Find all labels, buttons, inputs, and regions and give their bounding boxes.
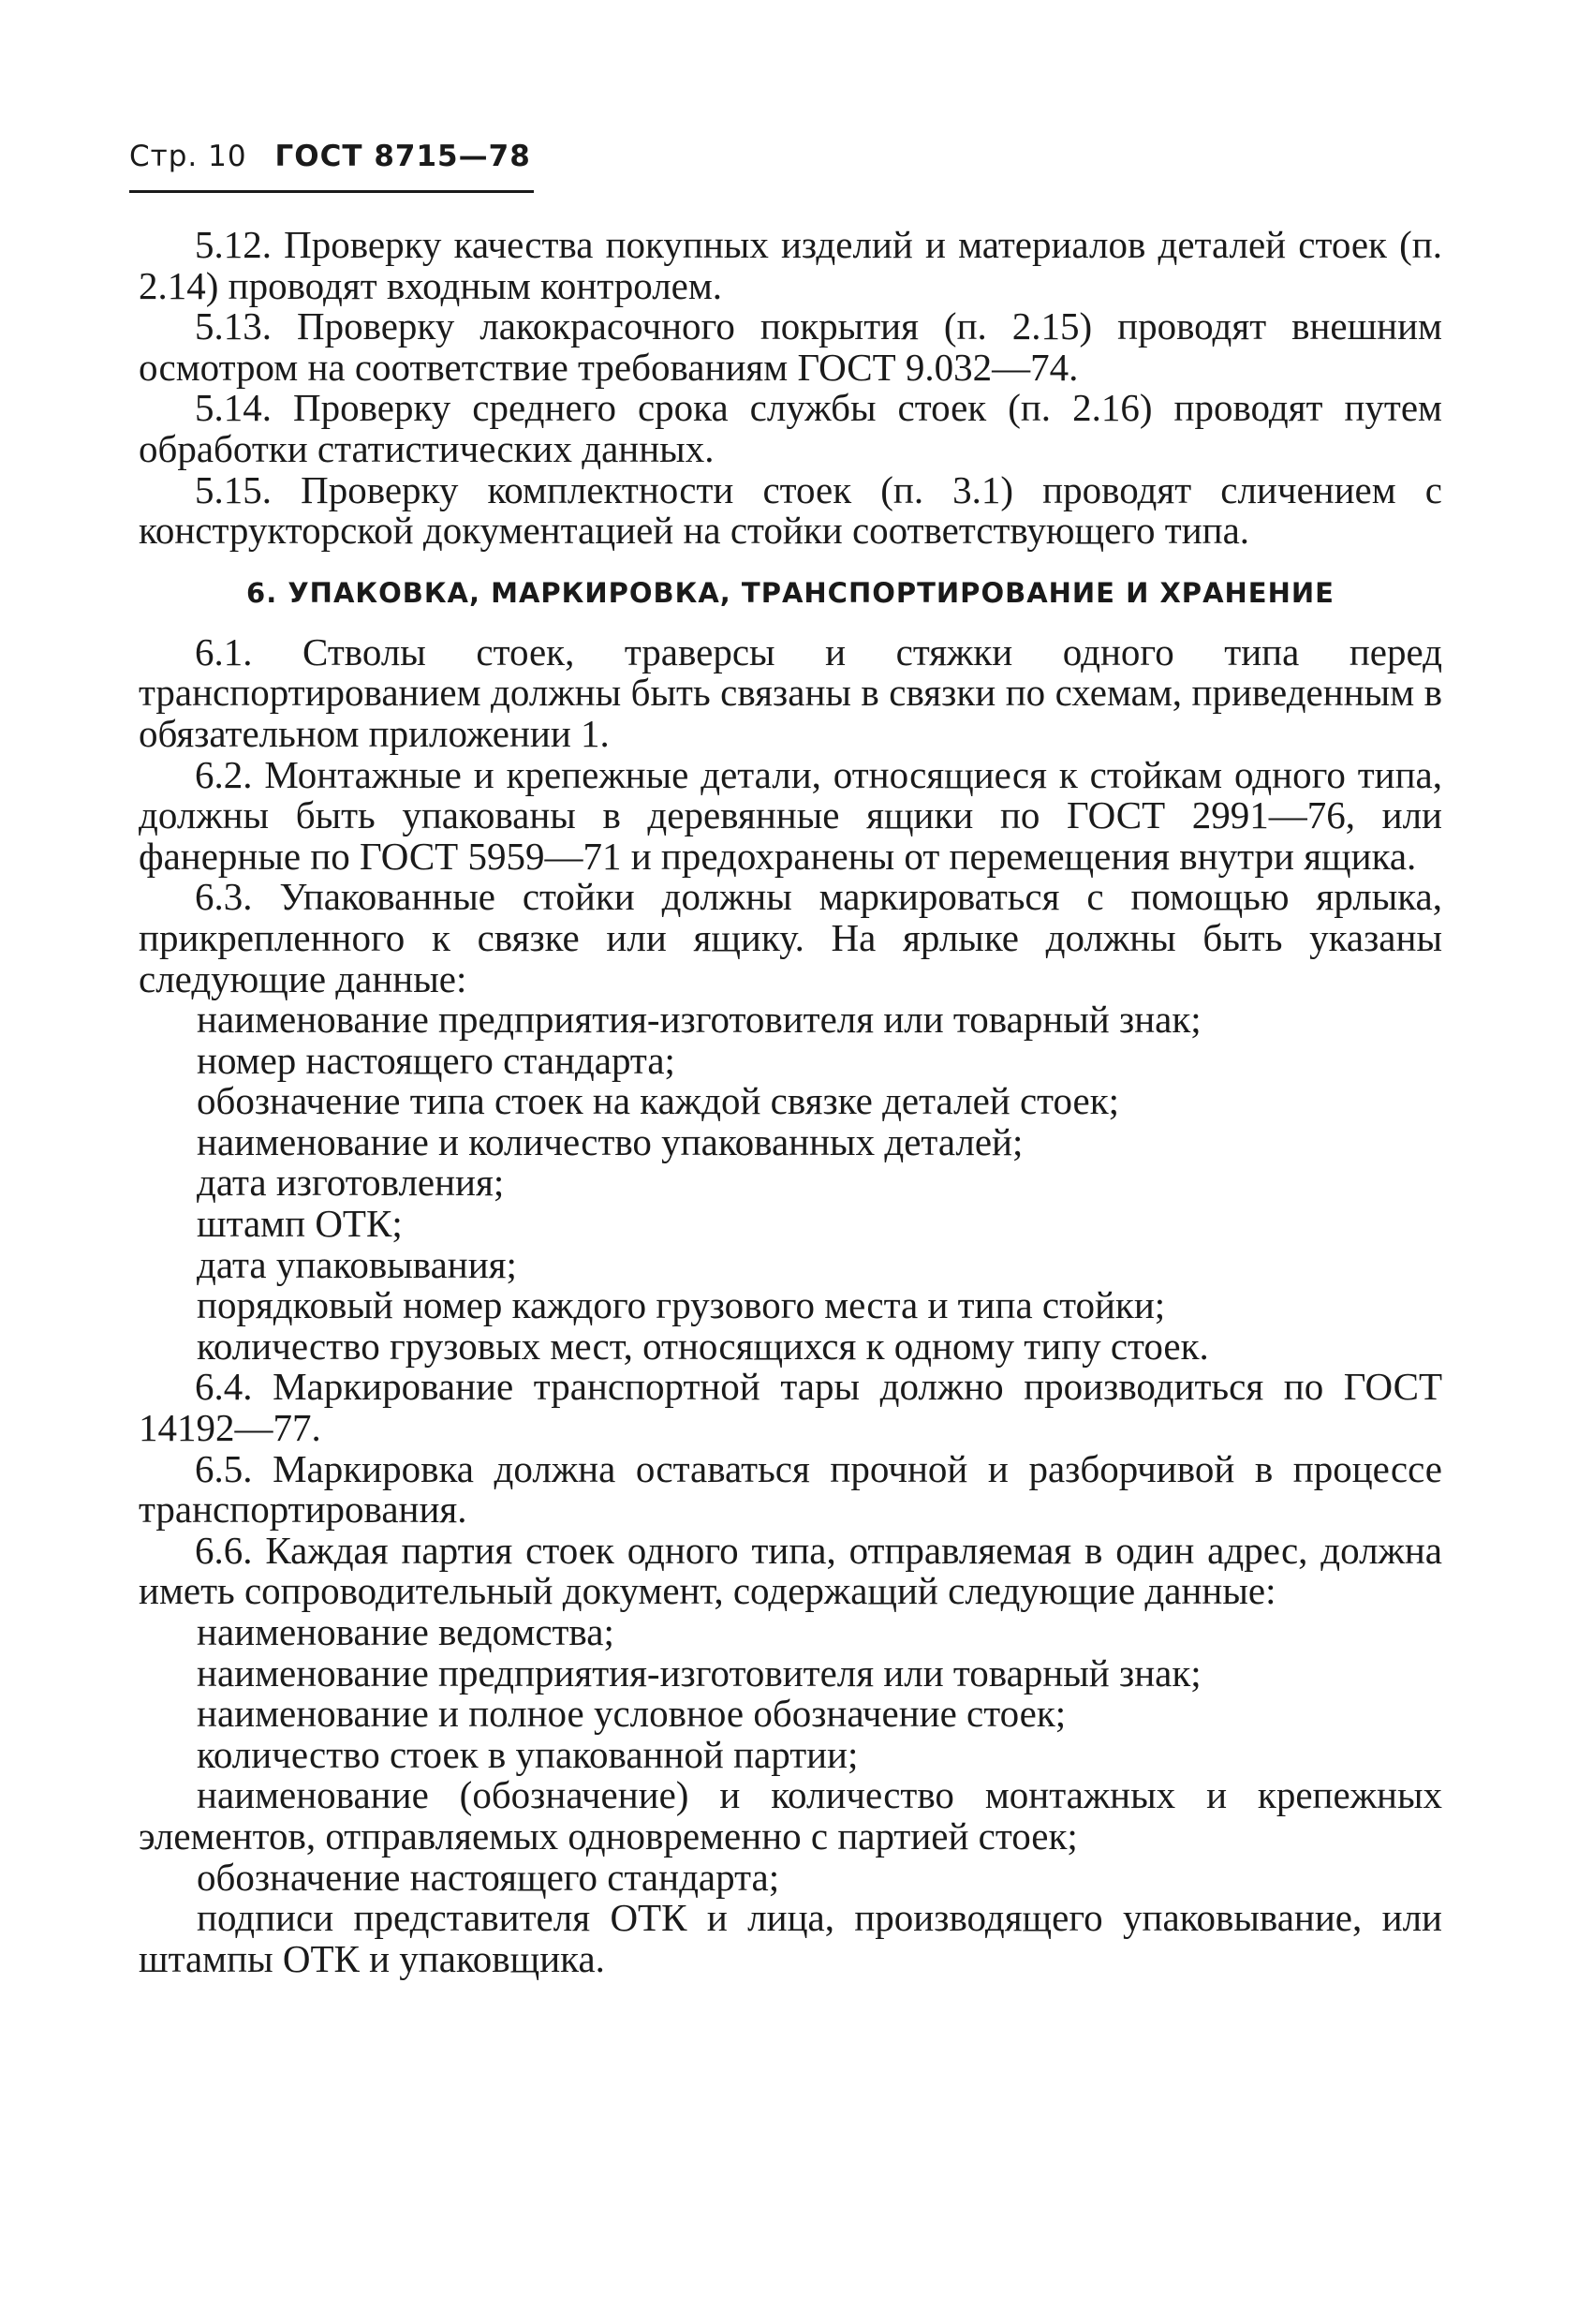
standard-designation: ГОСТ 8715—78 xyxy=(274,140,531,173)
running-header xyxy=(129,142,531,171)
document-item: обозначение настоящего стандарта; xyxy=(197,1855,780,1899)
paragraph-6-4: 6.4. Маркирование транспортной тары должно производиться по ГОСТ 14192—77. xyxy=(139,1365,1442,1450)
label-item: номер настоящего стандарта; xyxy=(197,1038,675,1082)
document-data-list xyxy=(139,1612,1442,1979)
paragraph-6-1: 6.1. Стволы стоек, траверсы и стяжки одного типа перед транспортированием должны быть связаны в связки по схемам, приведенным в обязательном приложении 1. xyxy=(139,629,1442,755)
paragraph-5-12: 5.12. Проверку качества покупных изделий и материалов деталей стоек (п. 2.14) проводят входным контролем. xyxy=(139,223,1442,307)
label-item: наименование и количество упакованных деталей; xyxy=(197,1119,1024,1163)
paragraph-6-6: 6.6. Каждая партия стоек одного типа, отправляемая в один адрес, должна иметь сопроводительный документ, содержащий следующие данные: xyxy=(139,1528,1442,1613)
label-data-list xyxy=(139,999,1442,1367)
section-6-title: 6. УПАКОВКА, МАРКИРОВКА, ТРАНСПОРТИРОВАНИЕ И ХРАНЕНИЕ xyxy=(246,576,1335,609)
paragraph-5-14: 5.14. Проверку среднего срока службы стоек (п. 2.16) проводят путем обработки статистических данных. xyxy=(139,386,1442,470)
paragraph-6-5: 6.5. Маркировка должна оставаться прочной и разборчивой в процессе транспортирования. xyxy=(139,1446,1442,1532)
paragraph-5-13: 5.13. Проверку лакокрасочного покрытия (п. 2.15) проводят внешним осмотром на соответствие требованиям ГОСТ 9.032—74. xyxy=(139,304,1442,389)
header-rule xyxy=(129,190,534,193)
label-item: количество грузовых мест, относящихся к одному типу стоек. xyxy=(197,1324,1209,1368)
paragraph-6-3: 6.3. Упакованные стойки должны маркироваться с помощью ярлыка, прикрепленного к связке или ящику. На ярлыке должны быть указаны следующие данные: xyxy=(139,875,1442,1000)
paragraph-5-15: 5.15. Проверку комплектности стоек (п. 3.1) проводят сличением с конструкторской документацией на стойки соответствующего типа. xyxy=(139,467,1442,553)
document-item: наименование ведомства; xyxy=(197,1610,614,1653)
document-item: наименование и полное условное обозначение стоек; xyxy=(197,1692,1067,1736)
document-body xyxy=(139,225,1442,1979)
label-item: дата упаковывания; xyxy=(197,1242,517,1286)
label-item: порядковый номер каждого грузового места и типа стойки; xyxy=(197,1283,1166,1327)
document-item: количество стоек в упакованной партии; xyxy=(197,1732,859,1776)
label-item: штамп ОТК; xyxy=(197,1202,403,1246)
document-item: наименование (обозначение) и количество монтажных и крепежных элементов, отправляемых одновременно с партией стоек; xyxy=(139,1773,1442,1858)
label-item: наименование предприятия-изготовителя или товарный знак; xyxy=(197,998,1202,1042)
label-item: обозначение типа стоек на каждой связке деталей стоек; xyxy=(197,1079,1120,1123)
paragraph-6-2: 6.2. Монтажные и крепежные детали, относящиеся к стойкам одного типа, должны быть упакованы в деревянные ящики по ГОСТ 2991—76, или фанерные по ГОСТ 5959—71 и предохранены от перемещения внутри ящика. xyxy=(139,752,1442,878)
document-item: подписи представителя ОТК и лица, производящего упаковывание, или штампы ОТК и упаковщика. xyxy=(139,1896,1442,1980)
label-item: дата изготовления; xyxy=(197,1161,505,1205)
document-item: наименование предприятия-изготовителя или товарный знак; xyxy=(197,1650,1202,1695)
page-number: Стр. 10 xyxy=(129,140,247,173)
